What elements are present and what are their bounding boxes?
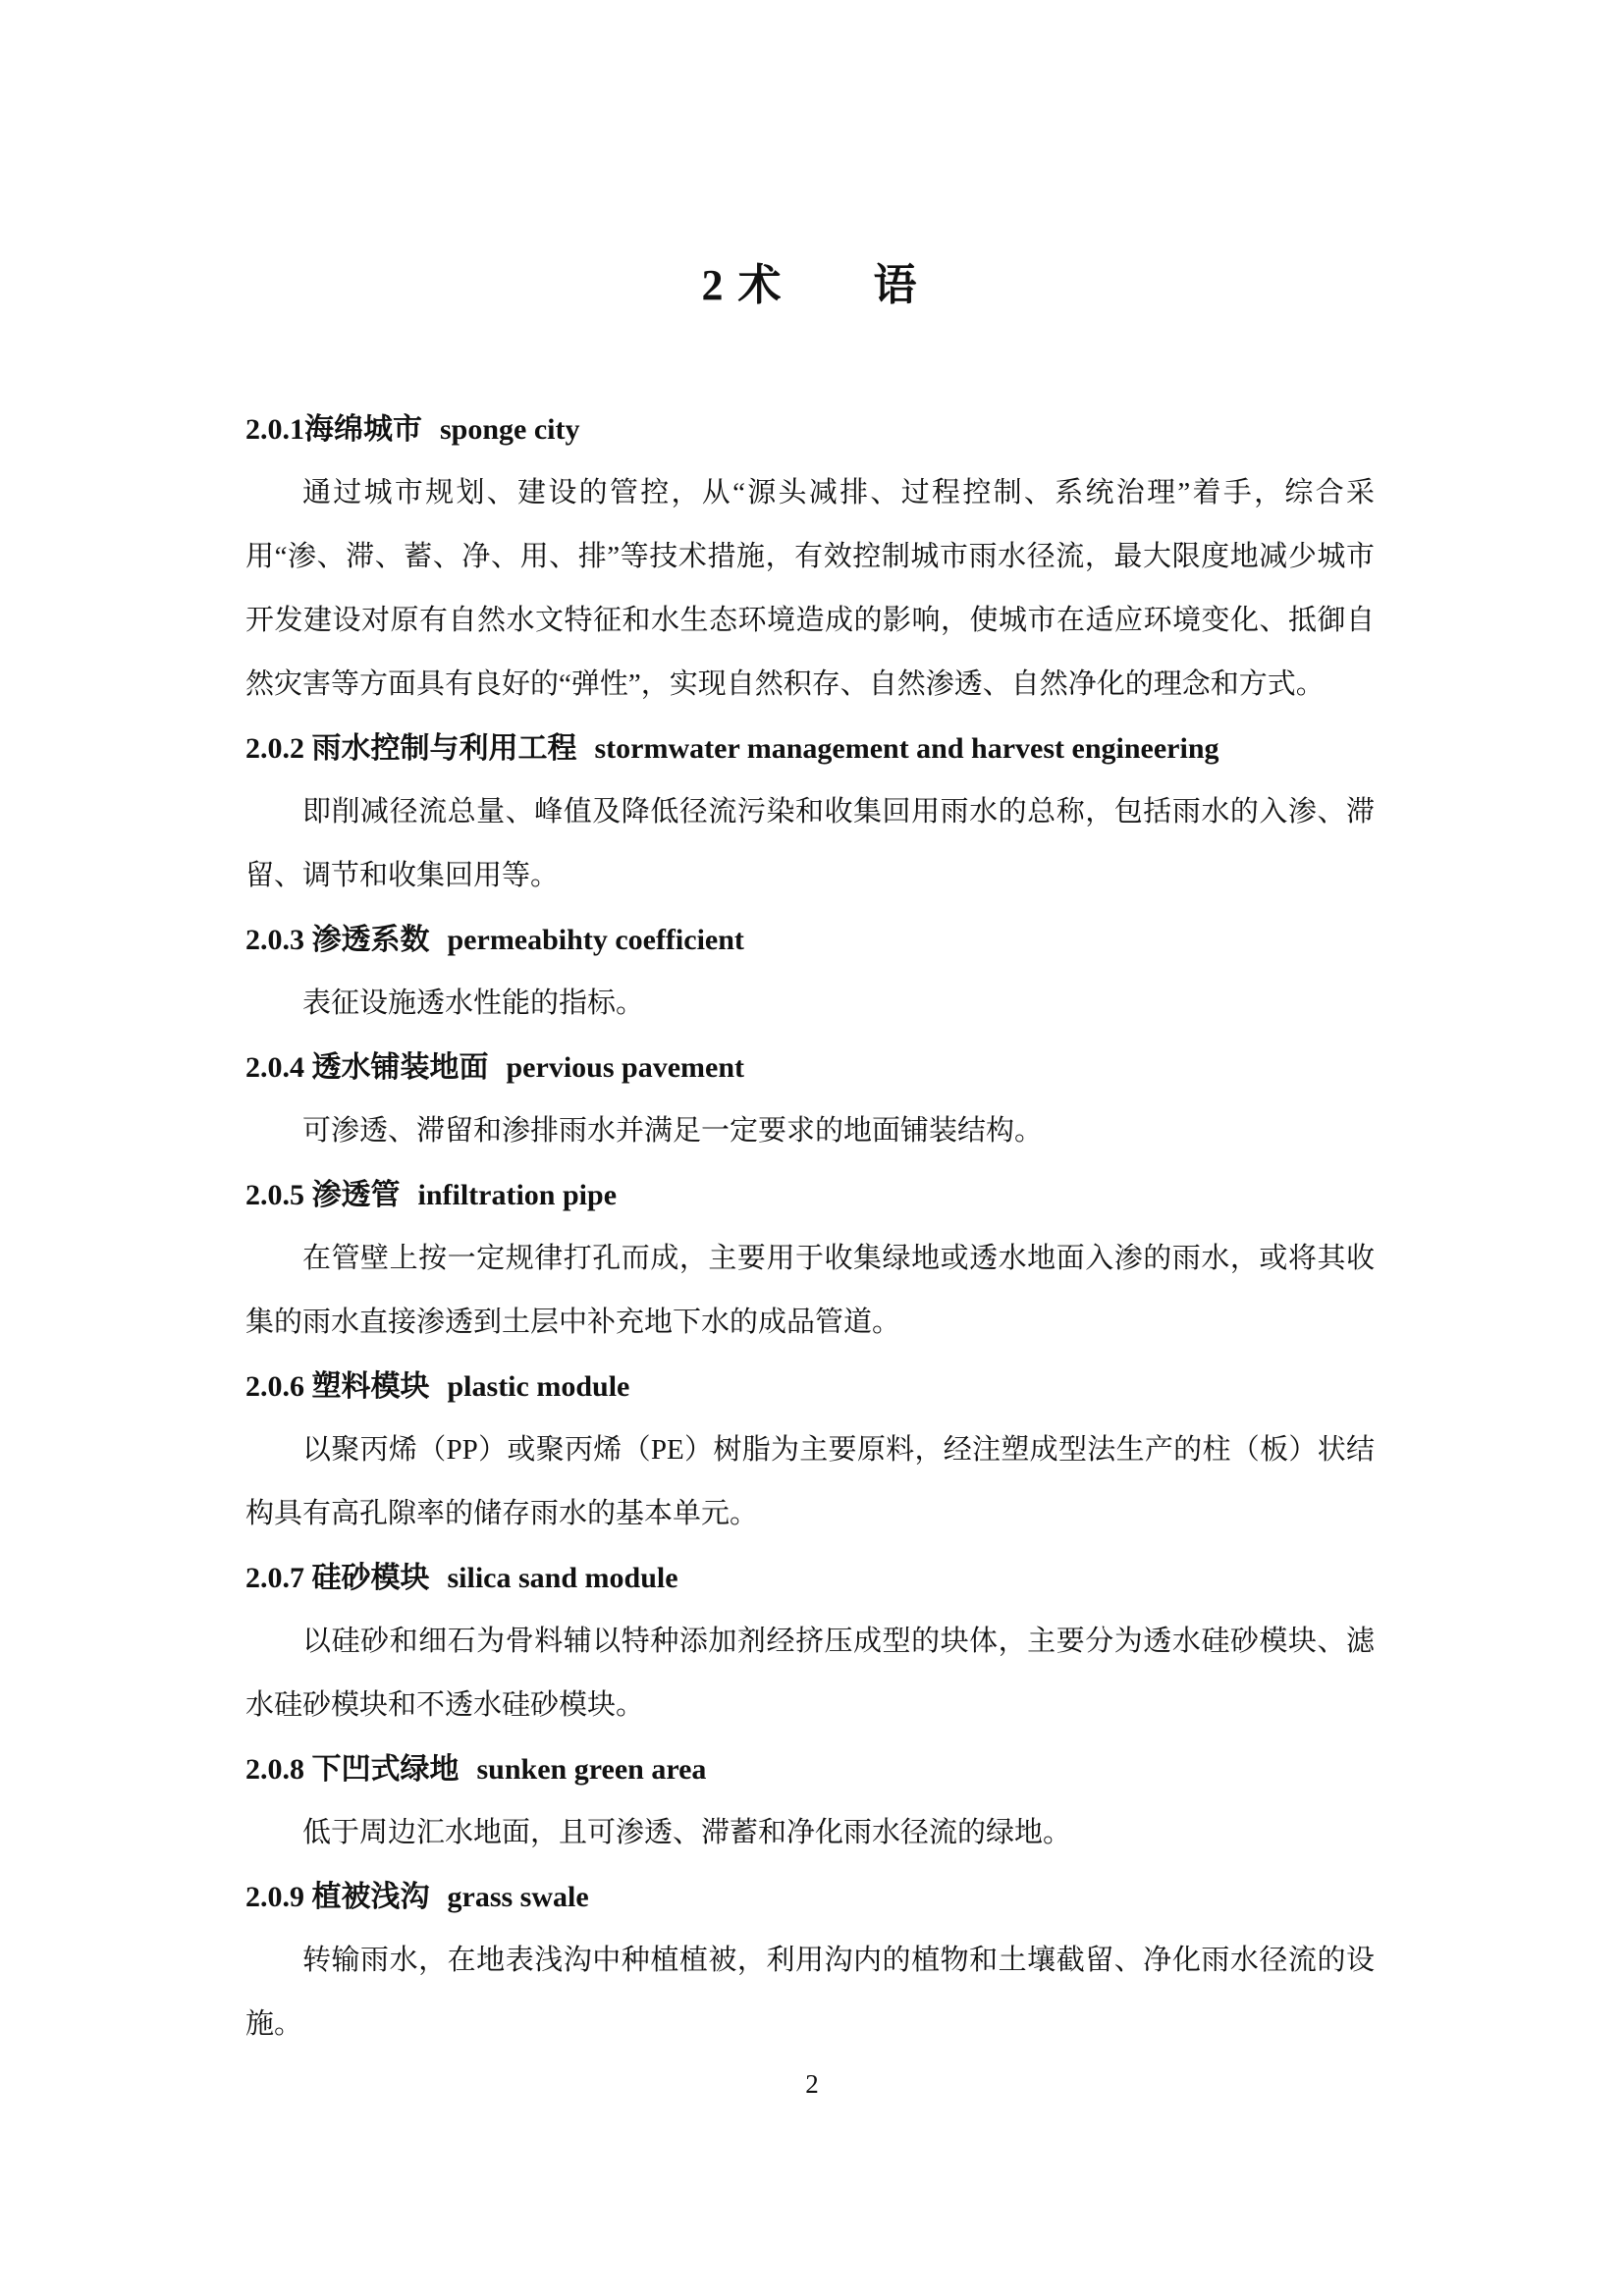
page-number: 2 — [805, 2069, 819, 2099]
term-definition: 低于周边汇水地面，且可渗透、滞蓄和净化雨水径流的绿地。 — [302, 1817, 1072, 1848]
term-heading — [245, 1546, 1375, 1610]
term-section — [245, 717, 1375, 908]
term-heading-zh: 2.0.9 植被浅沟 — [245, 1881, 430, 1913]
term-definition: 在管壁上按一定规律打孔而成，主要用于收集绿地或透水地面入渗的雨水，或将其收集的雨水直接渗透到土层中补充地下水的成品管道。 — [245, 1243, 1375, 1338]
term-heading — [245, 717, 1375, 780]
term-heading-zh: 2.0.4 透水铺装地面 — [245, 1051, 489, 1084]
term-heading-zh: 2.0.3 渗透系数 — [245, 924, 430, 956]
term-definition: 以聚丙烯（PP）或聚丙烯（PE）树脂为主要原料，经注塑成型法生产的柱（板）状结构具有高孔隙率的储存雨水的基本单元。 — [245, 1434, 1375, 1529]
term-definition: 表征设施透水性能的指标。 — [302, 988, 645, 1019]
term-definition: 以硅砂和细石为骨料辅以特种添加剂经挤压成型的块体，主要分为透水硅砂模块、滤水硅砂模块和不透水硅砂模块。 — [245, 1626, 1375, 1721]
term-heading-en: plastic module — [447, 1370, 630, 1403]
term-section — [245, 1355, 1375, 1546]
term-heading-zh: 2.0.8 下凹式绿地 — [245, 1753, 460, 1786]
term-heading — [245, 1355, 1375, 1418]
term-heading — [245, 908, 1375, 972]
term-heading-en: sponge city — [440, 413, 580, 446]
term-heading-en: sunken green area — [476, 1753, 707, 1786]
term-heading-zh: 2.0.5 渗透管 — [245, 1179, 401, 1211]
term-definition: 通过城市规划、建设的管控，从“源头减排、过程控制、系统治理”着手，综合采用“渗、滞、蓄、净、用、排”等技术措施，有效控制城市雨水径流，最大限度地减少城市开发建设对原有自然水文特征和水生态环境造成的影响，使城市在适应环境变化、抵御自然灾害等方面具有良好的“弹性”，实现自然积存、自然渗透、自然净化的理念和方式。 — [245, 477, 1375, 700]
term-heading-zh: 2.0.6 塑料模块 — [245, 1370, 430, 1403]
term-heading-en: stormwater management and harvest engineering — [594, 732, 1219, 765]
term-heading-en: pervious pavement — [506, 1051, 744, 1084]
term-heading-en: grass swale — [447, 1881, 589, 1913]
page-title: 2 术 语 — [701, 261, 919, 309]
term-definition: 可渗透、滞留和渗排雨水并满足一定要求的地面铺装结构。 — [302, 1115, 1044, 1147]
term-heading-zh: 2.0.1海绵城市 — [245, 413, 422, 446]
term-section — [245, 398, 1375, 717]
term-heading — [245, 1163, 1375, 1227]
term-section — [245, 1737, 1375, 1865]
term-section — [245, 1036, 1375, 1163]
term-heading-en: infiltration pipe — [417, 1179, 618, 1211]
term-definition: 转输雨水，在地表浅沟中种植植被，利用沟内的植物和土壤截留、净化雨水径流的设施。 — [245, 1945, 1375, 2040]
term-heading-en: permeabihty coefficient — [447, 924, 744, 956]
term-section — [245, 1865, 1375, 2056]
term-heading — [245, 1036, 1375, 1099]
term-heading — [245, 1737, 1375, 1801]
term-definition: 即削减径流总量、峰值及降低径流污染和收集回用雨水的总称，包括雨水的入渗、滞留、调节和收集回用等。 — [245, 796, 1375, 891]
term-section — [245, 908, 1375, 1036]
term-heading — [245, 398, 1375, 461]
term-section — [245, 1163, 1375, 1355]
term-heading-zh: 2.0.2 雨水控制与利用工程 — [245, 732, 577, 765]
page-content — [245, 259, 1375, 2056]
term-heading-zh: 2.0.7 硅砂模块 — [245, 1562, 430, 1594]
term-heading — [245, 1865, 1375, 1929]
term-heading-en: silica sand module — [447, 1562, 678, 1594]
term-section — [245, 1546, 1375, 1737]
